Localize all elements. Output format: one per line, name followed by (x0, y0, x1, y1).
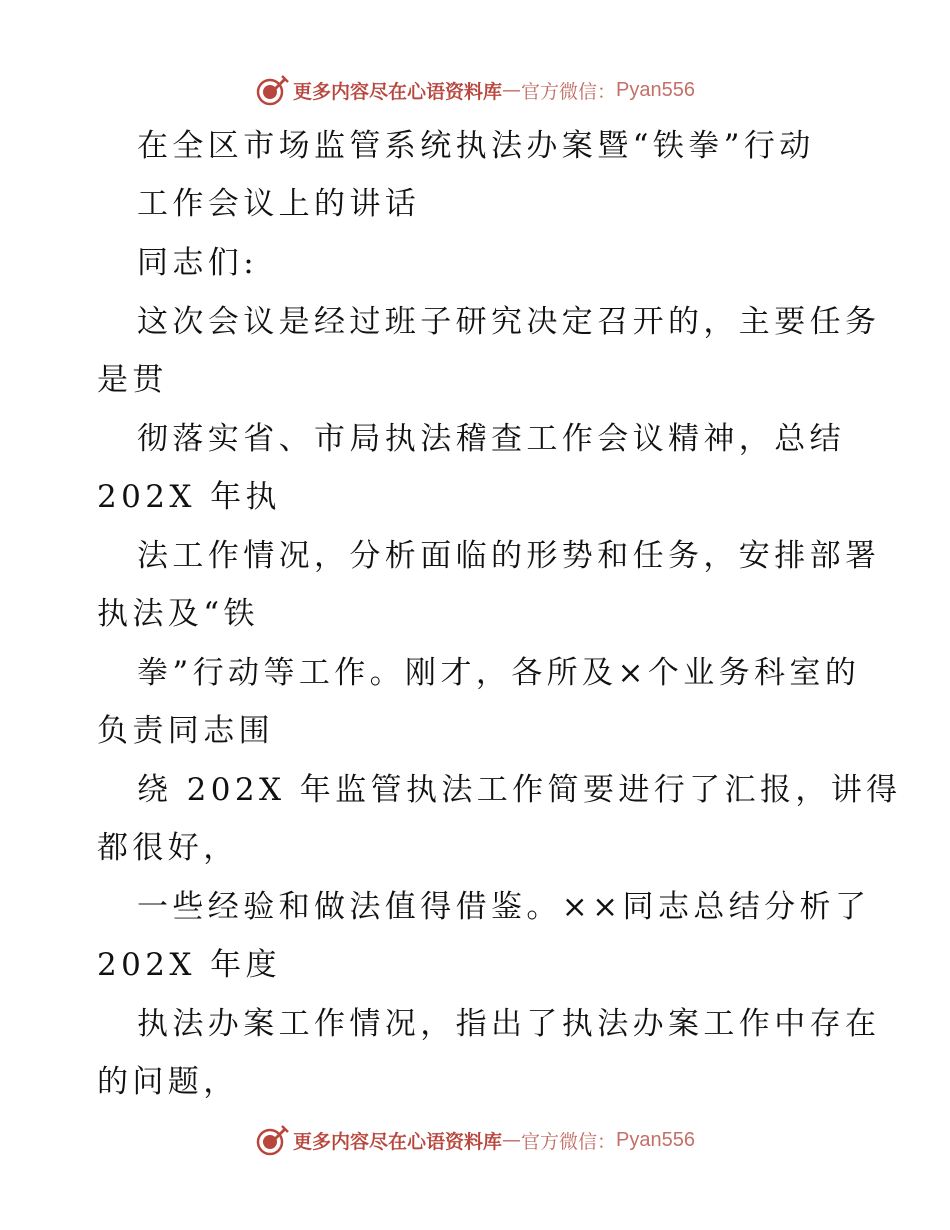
paragraph-line: 执法办案工作情况，指出了执法办案工作中存在 (137, 1006, 881, 1042)
footer-wechat-label: 官方微信： (521, 1130, 617, 1153)
paragraph-line: 彻落实省、市局执法稽查工作会议精神，总结 (137, 421, 845, 457)
header-banner (0, 70, 950, 110)
header-wechat-id: Pyan556 (616, 78, 695, 101)
paragraph-line: 负责同志围 (97, 713, 274, 749)
footer-brand-text: 更多内容尽在心语资料库 (293, 1130, 503, 1153)
header-dash: — (502, 79, 522, 101)
footer-banner (0, 1120, 950, 1160)
paragraph-line: 拳”行动等工作。刚才，各所及×个业务科室的 (137, 655, 861, 691)
paragraph-line: 一些经验和做法值得借鉴。××同志总结分析了 (137, 889, 871, 925)
paragraph-line: 法工作情况，分析面临的形势和任务，安排部署 (137, 538, 881, 574)
pen-nib-logo-icon (255, 1123, 289, 1157)
paragraph-line: 绕 202X 年监管执法工作简要进行了汇报，讲得 (137, 772, 902, 808)
header-brand-text: 更多内容尽在心语资料库 (293, 80, 503, 103)
paragraph-line: 的问题， (97, 1064, 239, 1100)
paragraph-line: 执法及“铁 (97, 596, 259, 632)
document-title-line-1: 在全区市场监管系统执法办案暨“铁拳”行动 (137, 128, 815, 164)
paragraph-line: 202X 年执 (97, 479, 281, 515)
paragraph-line: 都很好， (97, 830, 239, 866)
salutation: 同志们: (137, 245, 259, 281)
footer-dash: — (502, 1129, 522, 1151)
paragraph-line: 这次会议是经过班子研究决定召开的，主要任务 (137, 304, 881, 340)
paragraph-line: 202X 年度 (97, 947, 281, 983)
pen-nib-logo-icon (255, 73, 289, 107)
header-wechat-label: 官方微信： (521, 80, 617, 103)
footer-wechat-id: Pyan556 (616, 1128, 695, 1151)
document-title-line-2: 工作会议上的讲话 (137, 186, 421, 222)
paragraph-line: 是贯 (97, 362, 168, 398)
